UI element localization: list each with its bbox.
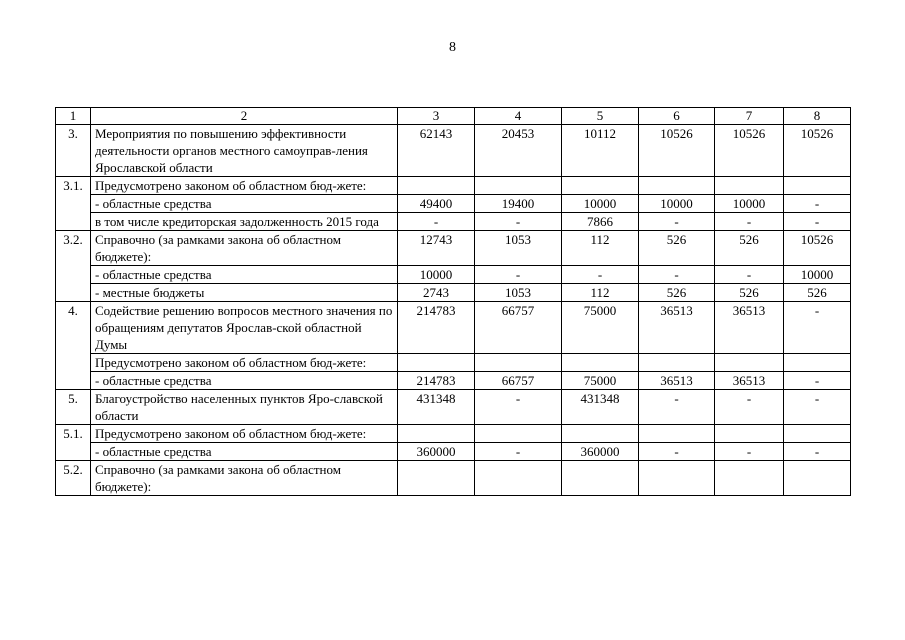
cell-value	[715, 177, 784, 195]
cell-value: 526	[715, 231, 784, 266]
cell-value: 20453	[475, 125, 562, 177]
cell-value	[715, 354, 784, 372]
table-row	[56, 461, 851, 496]
cell-value: -	[398, 213, 475, 231]
cell-value: -	[475, 266, 562, 284]
cell-value	[784, 354, 851, 372]
cell-value: 10000	[398, 266, 475, 284]
table-row	[56, 390, 851, 425]
cell-value: 112	[562, 231, 639, 266]
cell-value: 10000	[639, 195, 715, 213]
table-row	[56, 195, 851, 213]
table-row	[56, 425, 851, 443]
row-name: - областные средства	[91, 372, 398, 390]
cell-value: -	[715, 443, 784, 461]
cell-value: -	[784, 443, 851, 461]
header-row	[56, 108, 851, 125]
cell-value	[784, 177, 851, 195]
page-number: 8	[449, 40, 456, 55]
column-header: 2	[91, 108, 398, 125]
cell-value	[475, 461, 562, 496]
table-row	[56, 266, 851, 284]
column-header: 4	[475, 108, 562, 125]
cell-value	[784, 425, 851, 443]
table-row	[56, 125, 851, 177]
cell-value: -	[475, 213, 562, 231]
cell-value: 10526	[715, 125, 784, 177]
row-name: - областные средства	[91, 443, 398, 461]
cell-value	[639, 425, 715, 443]
table-row	[56, 372, 851, 390]
cell-value: -	[784, 390, 851, 425]
cell-value: 10526	[639, 125, 715, 177]
cell-value: 19400	[475, 195, 562, 213]
cell-value: 360000	[398, 443, 475, 461]
cell-value: 36513	[639, 372, 715, 390]
cell-value: 10000	[562, 195, 639, 213]
cell-value	[639, 177, 715, 195]
cell-value: 62143	[398, 125, 475, 177]
cell-value: -	[715, 390, 784, 425]
cell-value	[715, 461, 784, 496]
row-number: 5.1.	[56, 425, 91, 461]
cell-value: 526	[639, 284, 715, 302]
cell-value: -	[475, 443, 562, 461]
cell-value: 36513	[639, 302, 715, 354]
row-name: Справочно (за рамками закона об областном бюджете):	[91, 461, 398, 496]
cell-value: 7866	[562, 213, 639, 231]
cell-value: 526	[715, 284, 784, 302]
cell-value: 1053	[475, 231, 562, 266]
cell-value: 36513	[715, 372, 784, 390]
cell-value: 1053	[475, 284, 562, 302]
row-name: Предусмотрено законом об областном бюд-жете:	[91, 354, 398, 372]
cell-value: 10526	[784, 125, 851, 177]
column-header: 3	[398, 108, 475, 125]
cell-value: 360000	[562, 443, 639, 461]
cell-value: -	[784, 213, 851, 231]
cell-value: 431348	[562, 390, 639, 425]
cell-value: 10112	[562, 125, 639, 177]
cell-value: 214783	[398, 302, 475, 354]
cell-value	[562, 425, 639, 443]
budget-table	[55, 107, 851, 496]
row-number: 3.	[56, 125, 91, 177]
row-name: Благоустройство населенных пунктов Яро-славской области	[91, 390, 398, 425]
table-row	[56, 354, 851, 372]
column-header: 6	[639, 108, 715, 125]
row-number: 5.2.	[56, 461, 91, 496]
cell-value	[475, 177, 562, 195]
cell-value	[475, 425, 562, 443]
cell-value	[398, 177, 475, 195]
cell-value: 112	[562, 284, 639, 302]
column-header: 7	[715, 108, 784, 125]
row-number: 5.	[56, 390, 91, 425]
row-number: 3.1.	[56, 177, 91, 231]
cell-value	[398, 354, 475, 372]
table-row	[56, 302, 851, 354]
column-header: 8	[784, 108, 851, 125]
row-number: 3.2.	[56, 231, 91, 302]
cell-value: 10526	[784, 231, 851, 266]
cell-value: 49400	[398, 195, 475, 213]
cell-value	[398, 425, 475, 443]
cell-value: 2743	[398, 284, 475, 302]
cell-value: 36513	[715, 302, 784, 354]
cell-value	[398, 461, 475, 496]
cell-value	[562, 177, 639, 195]
cell-value: -	[639, 390, 715, 425]
row-name: - областные средства	[91, 195, 398, 213]
cell-value: 66757	[475, 372, 562, 390]
cell-value: -	[562, 266, 639, 284]
cell-value: 75000	[562, 372, 639, 390]
row-name: в том числе кредиторская задолженность 2015 года	[91, 213, 398, 231]
column-header: 5	[562, 108, 639, 125]
column-header: 1	[56, 108, 91, 125]
cell-value	[562, 354, 639, 372]
cell-value: 10000	[715, 195, 784, 213]
cell-value: 526	[639, 231, 715, 266]
row-name: Предусмотрено законом об областном бюд-жете:	[91, 425, 398, 443]
cell-value: -	[639, 266, 715, 284]
table-row	[56, 443, 851, 461]
cell-value: 214783	[398, 372, 475, 390]
cell-value	[784, 461, 851, 496]
cell-value	[715, 425, 784, 443]
cell-value: -	[715, 213, 784, 231]
table-row	[56, 177, 851, 195]
cell-value: -	[784, 372, 851, 390]
row-name: Мероприятия по повышению эффективности деятельности органов местного самоуправ-ления Ярославской области	[91, 125, 398, 177]
row-name: Справочно (за рамками закона об областном бюджете):	[91, 231, 398, 266]
row-name: Предусмотрено законом об областном бюд-жете:	[91, 177, 398, 195]
cell-value: 66757	[475, 302, 562, 354]
cell-value	[639, 461, 715, 496]
cell-value: -	[715, 266, 784, 284]
cell-value: 75000	[562, 302, 639, 354]
table-row	[56, 284, 851, 302]
table-row	[56, 231, 851, 266]
cell-value	[475, 354, 562, 372]
cell-value: 12743	[398, 231, 475, 266]
cell-value: -	[639, 213, 715, 231]
cell-value: -	[639, 443, 715, 461]
cell-value: -	[475, 390, 562, 425]
cell-value: 526	[784, 284, 851, 302]
cell-value	[562, 461, 639, 496]
table-row	[56, 213, 851, 231]
cell-value	[639, 354, 715, 372]
cell-value: -	[784, 195, 851, 213]
row-number: 4.	[56, 302, 91, 390]
row-name: - областные средства	[91, 266, 398, 284]
row-name: Содействие решению вопросов местного значения по обращениям депутатов Ярослав-ской областной Думы	[91, 302, 398, 354]
cell-value: 431348	[398, 390, 475, 425]
cell-value: 10000	[784, 266, 851, 284]
cell-value: -	[784, 302, 851, 354]
row-name: - местные бюджеты	[91, 284, 398, 302]
